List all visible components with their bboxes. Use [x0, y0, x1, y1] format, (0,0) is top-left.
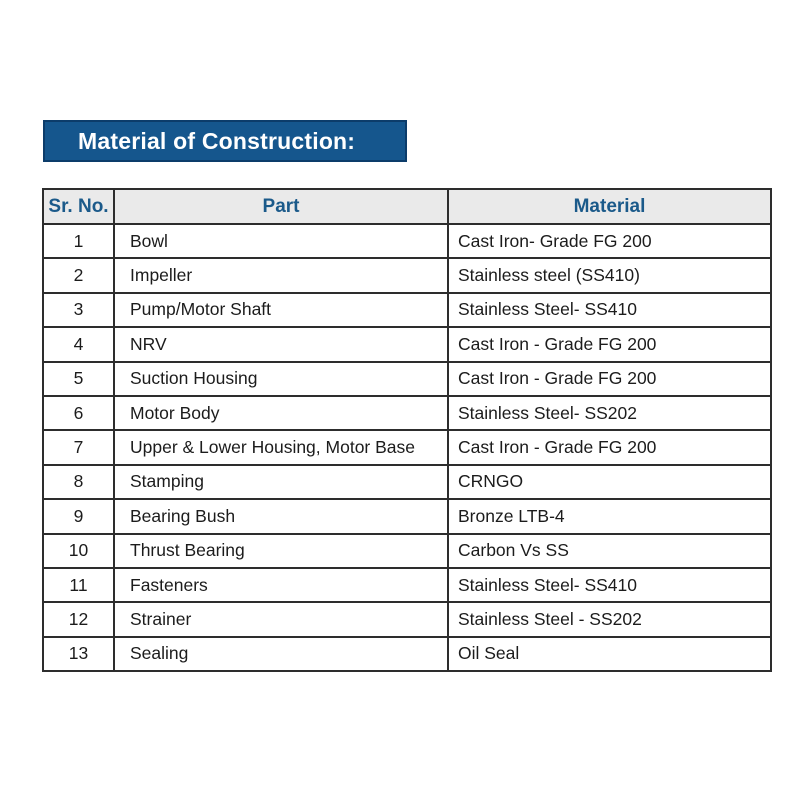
cell-material: Cast Iron- Grade FG 200: [448, 224, 771, 258]
cell-material: Cast Iron - Grade FG 200: [448, 327, 771, 361]
cell-sr-no: 11: [43, 568, 114, 602]
cell-sr-no: 4: [43, 327, 114, 361]
cell-sr-no: 6: [43, 396, 114, 430]
table-row: [43, 534, 771, 568]
cell-material: Bronze LTB-4: [448, 499, 771, 533]
cell-sr-no: 2: [43, 258, 114, 292]
cell-material: Cast Iron - Grade FG 200: [448, 362, 771, 396]
table-row: [43, 499, 771, 533]
table-row: [43, 396, 771, 430]
column-header-material: Material: [448, 189, 771, 224]
cell-sr-no: 13: [43, 637, 114, 671]
cell-material: Carbon Vs SS: [448, 534, 771, 568]
column-header-part: Part: [114, 189, 448, 224]
cell-material: Stainless Steel- SS202: [448, 396, 771, 430]
cell-material: Stainless Steel- SS410: [448, 293, 771, 327]
table-row: [43, 327, 771, 361]
cell-material: Oil Seal: [448, 637, 771, 671]
cell-part: Thrust Bearing: [114, 534, 448, 568]
cell-part: Bowl: [114, 224, 448, 258]
column-header-sr-no: Sr. No.: [43, 189, 114, 224]
table-row: [43, 602, 771, 636]
cell-sr-no: 8: [43, 465, 114, 499]
section-title-bar: [43, 120, 407, 162]
table-row: [43, 258, 771, 292]
cell-sr-no: 1: [43, 224, 114, 258]
cell-material: Stainless Steel - SS202: [448, 602, 771, 636]
cell-sr-no: 5: [43, 362, 114, 396]
table-row: [43, 293, 771, 327]
cell-material: CRNGO: [448, 465, 771, 499]
table-header-row: [43, 189, 771, 224]
table-row: [43, 224, 771, 258]
cell-sr-no: 3: [43, 293, 114, 327]
cell-part: Impeller: [114, 258, 448, 292]
cell-part: Suction Housing: [114, 362, 448, 396]
table-row: [43, 465, 771, 499]
table-row: [43, 362, 771, 396]
table-row: [43, 568, 771, 602]
materials-table: [42, 188, 772, 672]
cell-part: Upper & Lower Housing, Motor Base: [114, 430, 448, 464]
cell-material: Stainless Steel- SS410: [448, 568, 771, 602]
table-row: [43, 637, 771, 671]
cell-sr-no: 9: [43, 499, 114, 533]
cell-part: Sealing: [114, 637, 448, 671]
cell-sr-no: 12: [43, 602, 114, 636]
section-title: Material of Construction:: [78, 127, 356, 154]
cell-sr-no: 7: [43, 430, 114, 464]
table-row: [43, 430, 771, 464]
cell-part: Fasteners: [114, 568, 448, 602]
cell-part: Pump/Motor Shaft: [114, 293, 448, 327]
cell-part: NRV: [114, 327, 448, 361]
cell-part: Bearing Bush: [114, 499, 448, 533]
cell-material: Stainless steel (SS410): [448, 258, 771, 292]
cell-part: Stamping: [114, 465, 448, 499]
cell-material: Cast Iron - Grade FG 200: [448, 430, 771, 464]
cell-part: Strainer: [114, 602, 448, 636]
cell-part: Motor Body: [114, 396, 448, 430]
cell-sr-no: 10: [43, 534, 114, 568]
